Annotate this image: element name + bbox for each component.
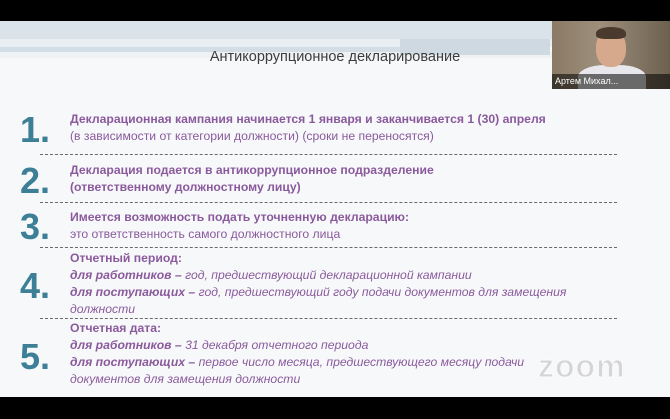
item-heading: Отчетная дата:	[70, 321, 162, 335]
header-band	[0, 21, 560, 39]
item-text	[70, 111, 590, 145]
item-line: Декларация подается в антикоррупционное подразделение	[70, 163, 434, 177]
item-line: (ответственному должностному лицу)	[70, 180, 301, 194]
item-divider	[40, 318, 617, 319]
item-line: Имеется возможность подать уточненную декларацию:	[70, 210, 410, 224]
item-text	[70, 320, 590, 388]
item-line: для работников – год, предшествующий декларационной кампании	[70, 268, 472, 282]
item-line: для работников – 31 декабря отчетного периода	[70, 338, 369, 352]
item-number: 5.	[19, 336, 51, 377]
item-number: 2.	[19, 160, 51, 201]
item-line: должности	[70, 302, 136, 316]
participant-video-tile[interactable]	[552, 21, 670, 89]
item-heading: Отчетный период:	[70, 251, 182, 265]
item-text	[70, 162, 590, 196]
item-line: это ответственность самого должностного лица	[70, 227, 341, 241]
item-text	[70, 250, 590, 318]
item-text	[70, 209, 590, 243]
participant-video	[596, 27, 626, 39]
item-line: для поступающих – первое число месяца, предшествующего месяцу подачи	[70, 355, 525, 369]
item-number: 1.	[19, 109, 51, 150]
item-divider	[40, 202, 617, 203]
item-divider	[40, 247, 617, 248]
item-number: 3.	[19, 206, 51, 247]
slide-title: Антикоррупционное декларирование	[209, 49, 461, 65]
zoom-watermark: zoom	[538, 348, 626, 384]
item-line: для поступающих – год, предшествующий году подачи документов для замещения	[70, 285, 567, 299]
item-divider	[40, 154, 617, 155]
item-line: документов для замещения должности	[70, 372, 301, 386]
item-line: (в зависимости от категории должности) (сроки не переносятся)	[70, 129, 434, 143]
item-number: 4.	[19, 265, 51, 306]
participant-name-label: Артем Михал...	[552, 74, 670, 89]
item-line: Декларационная кампания начинается 1 января и заканчивается 1 (30) апреля	[70, 112, 546, 126]
